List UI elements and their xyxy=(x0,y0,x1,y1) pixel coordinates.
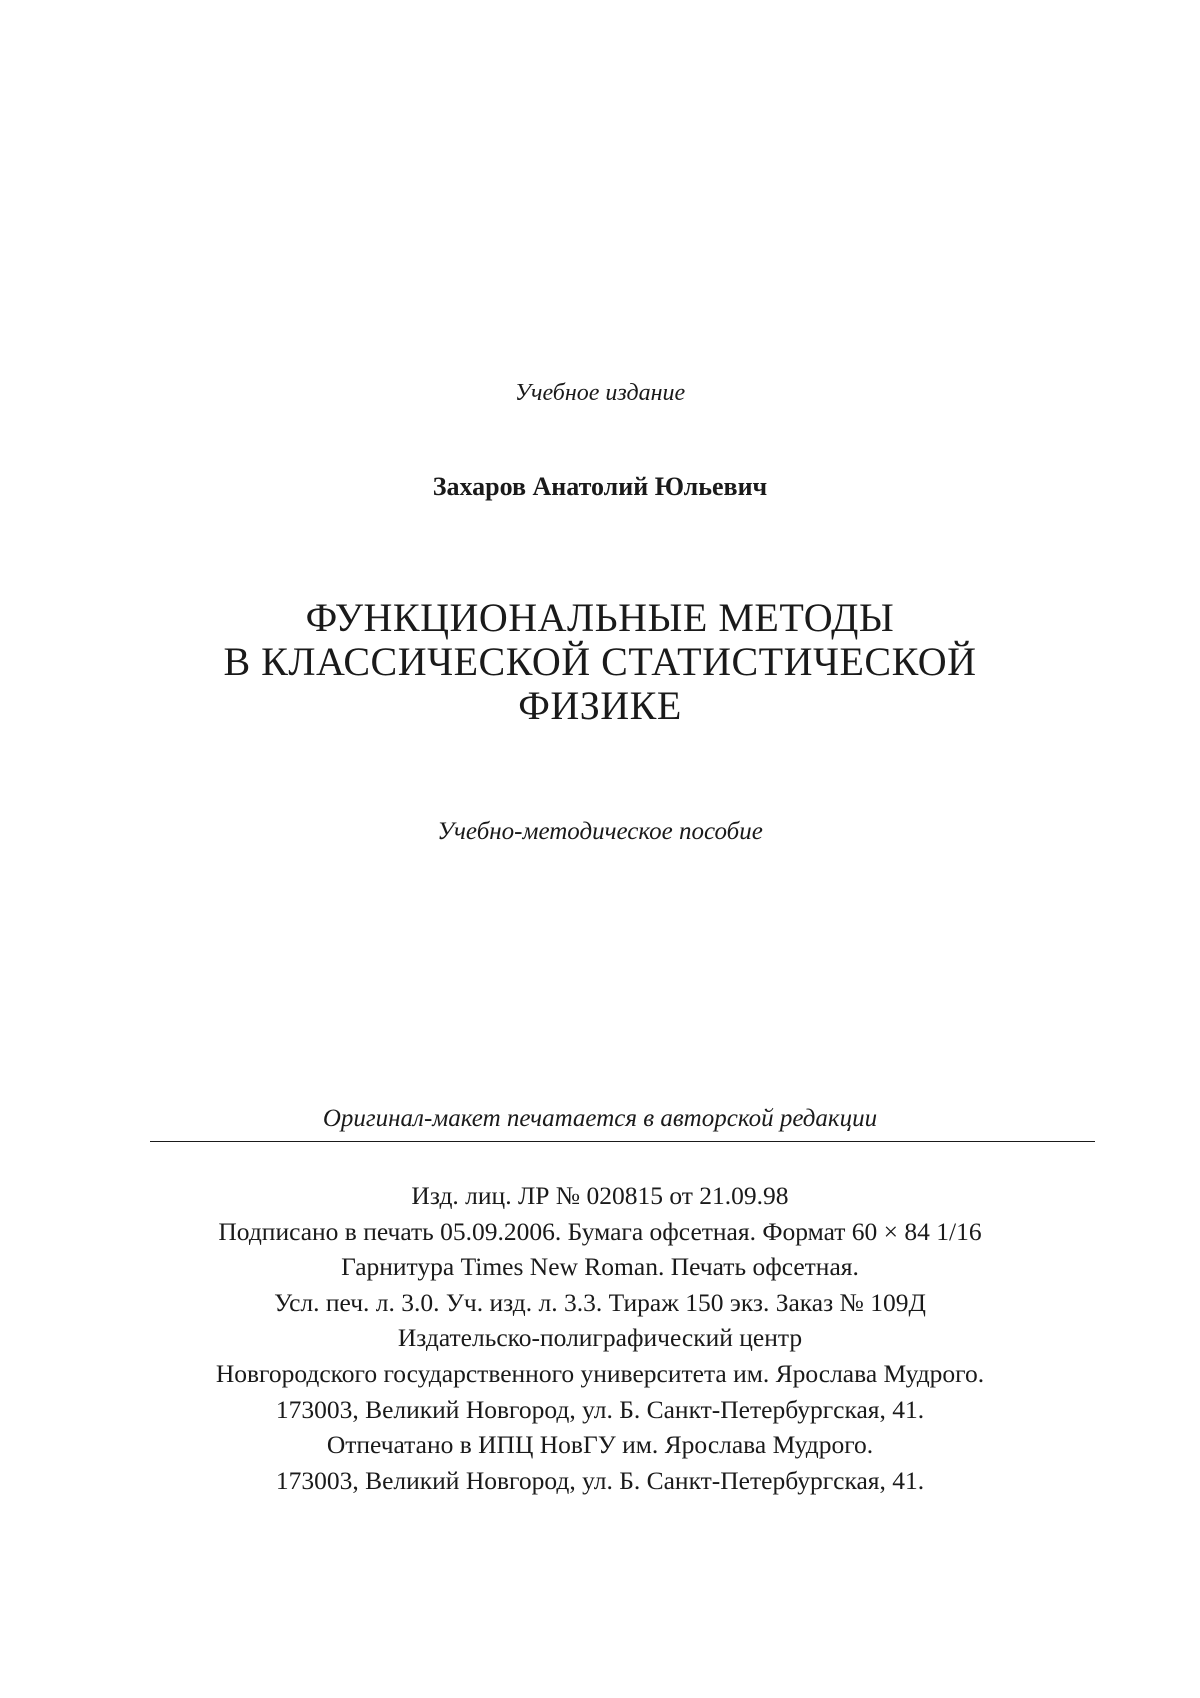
imprint-line: Усл. печ. л. 3.0. Уч. изд. л. 3.3. Тираж 150 экз. Заказ № 109Д xyxy=(274,1287,926,1317)
imprint-block xyxy=(0,1178,1200,1498)
imprint-line: Изд. лиц. ЛР № 020815 от 21.09.98 xyxy=(411,1181,789,1210)
imprint-line: 173003, Великий Новгород, ул. Б. Санкт-Петербургская, 41. xyxy=(275,1394,925,1424)
horizontal-rule xyxy=(150,1141,1095,1142)
author-name: Захаров Анатолий Юльевич xyxy=(432,472,768,501)
imprint-line: 173003, Великий Новгород, ул. Б. Санкт-Петербургская, 41. xyxy=(275,1465,925,1495)
imprint-line: Подписано в печать 05.09.2006. Бумага офсетная. Формат 60 × 84 1/16 xyxy=(218,1216,982,1246)
edition-type: Учебное издание xyxy=(514,380,686,406)
book-title xyxy=(0,596,1200,728)
title-line: В КЛАССИЧЕСКОЙ СТАТИСТИЧЕСКОЙ xyxy=(223,639,977,684)
original-layout-note: Оригинал-макет печатается в авторской редакции xyxy=(322,1105,878,1132)
imprint-line: Гарнитура Times New Roman. Печать офсетная. xyxy=(341,1252,859,1282)
book-subtitle: Учебно-методическое пособие xyxy=(437,818,763,845)
imprint-line: Издательско-полиграфический центр xyxy=(397,1323,803,1353)
title-line: ФИЗИКЕ xyxy=(518,683,682,728)
imprint-line: Новгородского государственного университета им. Ярослава Мудрого. xyxy=(215,1358,985,1388)
title-line: ФУНКЦИОНАЛЬНЫЕ МЕТОДЫ xyxy=(305,595,895,640)
imprint-line: Отпечатано в ИПЦ НовГУ им. Ярослава Мудрого. xyxy=(326,1430,874,1460)
